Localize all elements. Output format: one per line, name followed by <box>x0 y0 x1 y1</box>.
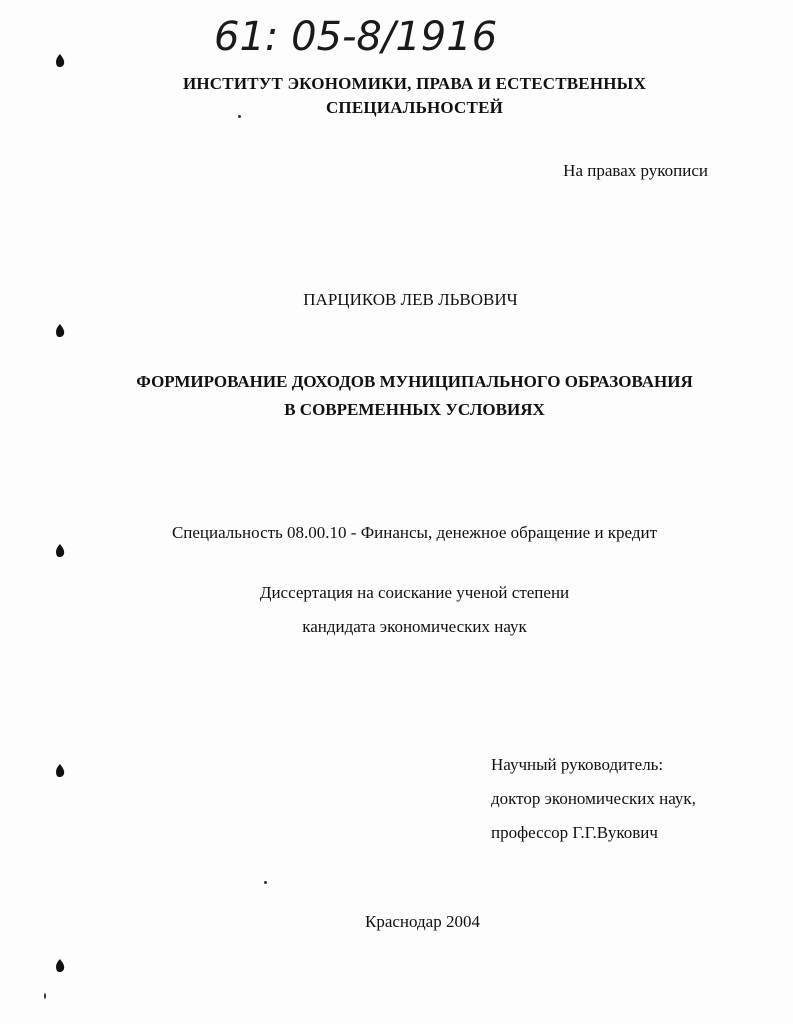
dissertation-title <box>0 368 793 424</box>
punch-hole-mark-icon <box>53 543 67 559</box>
scan-speck <box>44 993 46 999</box>
title-line-2: В СОВРЕМЕННЫХ УСЛОВИЯХ <box>284 400 545 419</box>
institute-line-2: СПЕЦИАЛЬНОСТЕЙ <box>325 98 504 117</box>
degree-statement <box>0 576 793 644</box>
city-year: Краснодар 2004 <box>365 912 480 931</box>
scan-speck <box>238 115 241 118</box>
archive-number-ink <box>210 6 498 60</box>
supervisor-label: Научный руководитель: <box>491 755 664 774</box>
punch-hole-mark-icon <box>53 958 67 974</box>
specialty-line: Специальность 08.00.10 - Финансы, денежное обращение и кредит <box>171 523 658 542</box>
supervisor-block <box>491 748 696 850</box>
supervisor-name: профессор Г.Г.Вукович <box>491 823 658 842</box>
rights-note: На правах рукописи <box>563 161 708 180</box>
archive-number-text: 61: 05-8/1916 <box>214 14 498 60</box>
degree-line-2: кандидата экономических наук <box>302 617 527 636</box>
title-line-1: ФОРМИРОВАНИЕ ДОХОДОВ МУНИЦИПАЛЬНОГО ОБРАЗОВАНИЯ <box>136 372 693 391</box>
degree-line-1: Диссертация на соискание ученой степени <box>259 583 570 602</box>
author-name: ПАРЦИКОВ ЛЕВ ЛЬВОВИЧ <box>303 290 518 309</box>
supervisor-degree: доктор экономических наук, <box>491 789 696 808</box>
scan-speck <box>264 881 267 884</box>
institute-name <box>0 72 793 120</box>
punch-hole-mark-icon <box>53 53 67 69</box>
institute-line-1: ИНСТИТУТ ЭКОНОМИКИ, ПРАВА И ЕСТЕСТВЕННЫХ <box>182 74 647 93</box>
punch-hole-mark-icon <box>53 323 67 339</box>
archive-number-handwritten <box>210 6 498 60</box>
punch-hole-mark-icon <box>53 763 67 779</box>
